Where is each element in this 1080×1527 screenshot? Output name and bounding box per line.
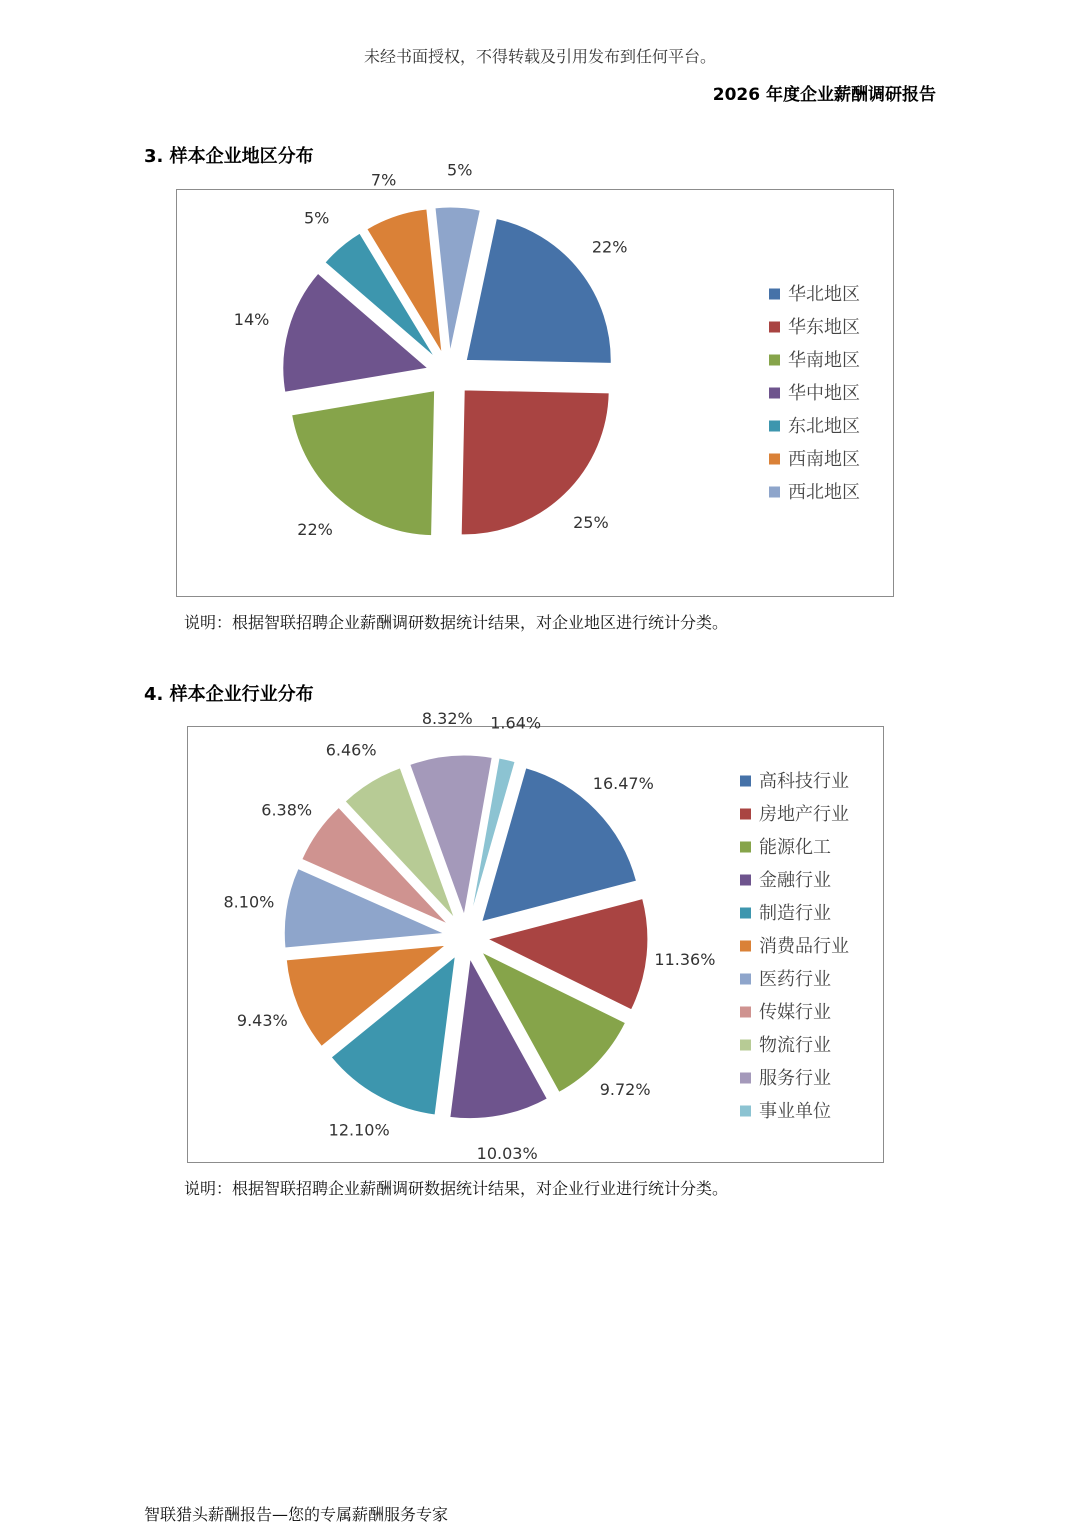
region-legend-swatch-0 [769,289,780,300]
industry-data-label-6: 8.10% [223,892,275,912]
industry-legend-swatch-8 [740,1040,751,1051]
region-legend-label-0: 华北地区 [788,284,860,305]
region-data-label-6: 5% [447,160,473,180]
region-chart-caption: 说明：根据智联招聘企业薪酬调研数据统计结果，对企业地区进行统计分类。 [184,613,729,632]
region-data-label-2: 22% [297,520,333,540]
footer-slogan: 智联猎头薪酬报告—您的专属薪酬服务专家 [144,1505,449,1524]
region-legend-swatch-6 [769,487,780,498]
industry-legend-label-10: 事业单位 [759,1101,831,1122]
industry-data-label-5: 9.43% [236,1011,288,1031]
industry-data-label-7: 6.38% [261,800,313,820]
industry-pie-chart [187,708,884,1164]
region-legend-swatch-2 [769,355,780,366]
region-slice-2 [292,391,435,536]
region-legend-swatch-4 [769,421,780,432]
industry-data-label-4: 12.10% [328,1120,390,1140]
industry-legend-swatch-4 [740,908,751,919]
industry-legend-swatch-7 [740,1007,751,1018]
industry-legend-swatch-2 [740,842,751,853]
region-legend-swatch-5 [769,454,780,465]
industry-legend-label-1: 房地产行业 [759,804,849,825]
industry-legend-swatch-1 [740,809,751,820]
industry-legend-label-9: 服务行业 [759,1068,831,1089]
region-data-label-1: 25% [573,512,609,532]
region-legend-label-2: 华南地区 [788,350,860,371]
industry-legend-label-2: 能源化工 [759,837,831,858]
industry-legend-label-5: 消费品行业 [759,936,849,957]
industry-legend-label-6: 医药行业 [759,969,831,990]
industry-data-label-1: 11.36% [654,949,716,969]
industry-data-label-8: 6.46% [325,740,377,760]
industry-data-label-10: 1.64% [490,713,542,733]
region-legend-swatch-1 [769,322,780,333]
industry-legend-label-3: 金融行业 [759,870,831,891]
industry-legend-swatch-6 [740,974,751,985]
region-data-label-5: 7% [370,170,397,190]
region-slice-0 [466,219,611,364]
industry-legend-swatch-9 [740,1073,751,1084]
copyright-notice: 未经书面授权，不得转载及引用发布到任何平台。 [363,47,716,66]
industry-data-label-9: 8.32% [421,708,473,728]
region-legend-label-4: 东北地区 [788,416,860,437]
industry-legend-label-0: 高科技行业 [759,771,849,792]
region-legend-label-3: 华中地区 [788,383,860,404]
region-data-label-3: 14% [233,309,270,329]
region-data-label-4: 5% [303,208,330,228]
industry-chart-caption: 说明：根据智联招聘企业薪酬调研数据统计结果，对企业行业进行统计分类。 [184,1179,729,1198]
region-legend-label-5: 西南地区 [788,449,860,470]
industry-legend-swatch-3 [740,875,751,886]
industry-legend-swatch-5 [740,941,751,952]
region-legend-swatch-3 [769,388,780,399]
industry-data-label-3: 10.03% [476,1144,538,1164]
region-legend-label-6: 西北地区 [788,482,860,503]
region-legend-label-1: 华东地区 [788,317,860,338]
industry-data-label-0: 16.47% [592,774,654,794]
industry-legend-label-8: 物流行业 [759,1035,831,1056]
industry-pie-svg [188,708,885,1164]
industry-data-label-2: 9.72% [599,1079,651,1099]
region-data-label-0: 22% [591,237,628,257]
industry-legend-label-7: 传媒行业 [759,1002,831,1023]
region-pie-chart [176,160,894,597]
industry-legend-label-4: 制造行业 [759,903,831,924]
section-title-industry: 4. 样本企业行业分布 [144,684,314,705]
report-title: 2026 年度企业薪酬调研报告 [712,85,936,105]
section-title-region: 3. 样本企业地区分布 [144,146,314,167]
industry-legend-swatch-0 [740,776,751,787]
industry-legend-swatch-10 [740,1106,751,1117]
region-pie-svg [177,160,895,598]
